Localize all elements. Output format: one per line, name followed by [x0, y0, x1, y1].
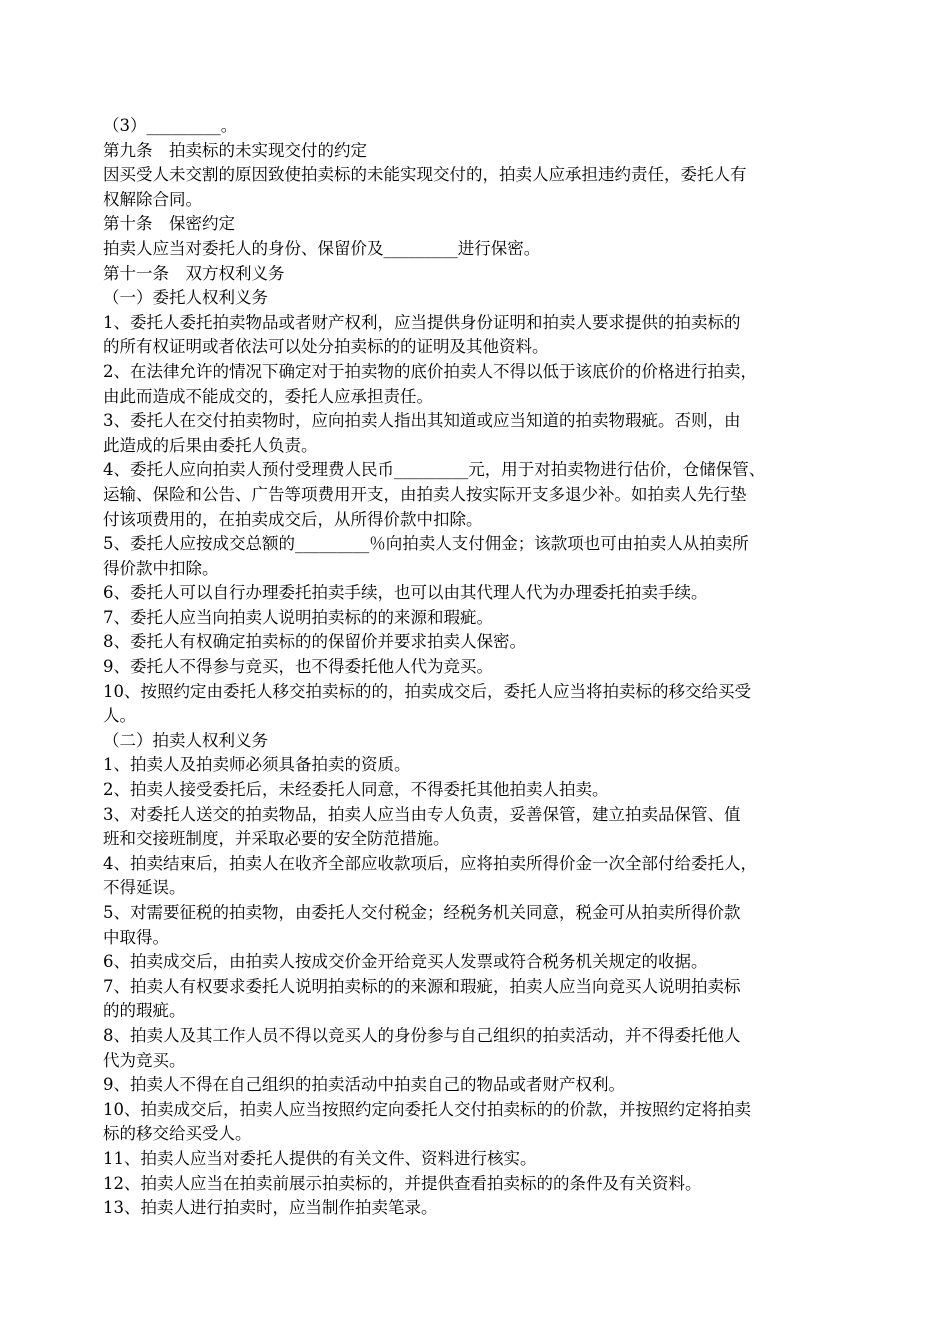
- text-line: 8、委托人有权确定拍卖标的的保留价并要求拍卖人保密。: [103, 632, 526, 652]
- text-line: 第十一条 双方权利义务: [103, 263, 285, 283]
- text-line: 因买受人未交割的原因致使拍卖标的未能实现交付的，拍卖人应承担违约责任，委托人有: [103, 165, 747, 185]
- text-line: 的所有权证明或者依法可以处分拍卖标的的证明及其他资料。: [103, 337, 549, 357]
- text-line: 4、拍卖结束后，拍卖人在收齐全部应收款项后，应将拍卖所得价金一次全部付给委托人，: [103, 853, 757, 873]
- text-line: 10、按照约定由委托人移交拍卖标的的，拍卖成交后，委托人应当将拍卖标的移交给买受: [103, 681, 751, 701]
- text-line: 中取得。: [103, 927, 169, 947]
- text-line: 的的瑕疵。: [103, 1001, 186, 1021]
- text-line: 人。: [103, 706, 136, 726]
- text-line: 2、拍卖人接受委托后，未经委托人同意，不得委托其他拍卖人拍卖。: [103, 780, 609, 800]
- text-line: 运输、保险和公告、广告等项费用开支，由拍卖人按实际开支多退少补。如拍卖人先行垫: [103, 484, 747, 504]
- text-line: 5、委托人应按成交总额的_________％向拍卖人支付佣金；该款项也可由拍卖人从拍卖所: [103, 534, 749, 554]
- text-line: 2、在法律允许的情况下确定对于拍卖物的底价拍卖人不得以低于该底价的价格进行拍卖，: [103, 361, 757, 381]
- text-line: 得价款中扣除。: [103, 558, 219, 578]
- text-line: 6、委托人可以自行办理委托拍卖手续，也可以由其代理人代为办理委托拍卖手续。: [103, 583, 708, 603]
- text-line: 权解除合同。: [103, 189, 202, 209]
- text-line: 拍卖人应当对委托人的身份、保留价及_________进行保密。: [103, 238, 541, 258]
- document-body: [103, 114, 873, 1221]
- text-line: 9、委托人不得参与竞买，也不得委托他人代为竞买。: [103, 657, 493, 677]
- text-line: 不得延误。: [103, 878, 186, 898]
- text-line: 11、拍卖人应当对委托人提供的有关文件、资料进行核实。: [103, 1148, 537, 1168]
- text-line: 6、拍卖成交后，由拍卖人按成交价金开给竞买人发票或符合税务机关规定的收据。: [103, 952, 708, 972]
- text-line: 10、拍卖成交后，拍卖人应当按照约定向委托人交付拍卖标的的价款，并按照约定将拍卖: [103, 1099, 751, 1119]
- text-line: （3）_________。: [103, 116, 238, 135]
- text-line: 由此而造成不能成交的，委托人应承担责任。: [103, 386, 433, 406]
- text-line: 1、拍卖人及拍卖师必须具备拍卖的资质。: [103, 755, 411, 775]
- text-line: 3、委托人在交付拍卖物时，应向拍卖人指出其知道或应当知道的拍卖物瑕疵。否则，由: [103, 411, 741, 431]
- text-line: （二）拍卖人权利义务: [103, 730, 268, 750]
- text-line: 第十条 保密约定: [103, 214, 235, 234]
- text-line: 12、拍卖人应当在拍卖前展示拍卖标的，并提供查看拍卖标的的条件及有关资料。: [103, 1173, 702, 1193]
- text-line: 13、拍卖人进行拍卖时，应当制作拍卖笔录。: [103, 1198, 438, 1218]
- text-line: 付该项费用的，在拍卖成交后，从所得价款中扣除。: [103, 509, 483, 529]
- text-line: 4、委托人应向拍卖人预付受理费人民币_________元，用于对拍卖物进行估价，仓储保管、: [103, 460, 766, 480]
- text-line: 1、委托人委托拍卖物品或者财产权利，应当提供身份证明和拍卖人要求提供的拍卖标的: [103, 312, 741, 332]
- text-line: 7、委托人应当向拍卖人说明拍卖标的的来源和瑕疵。: [103, 607, 493, 627]
- text-line: （一）委托人权利义务: [103, 288, 268, 308]
- text-line: 5、对需要征税的拍卖物，由委托人交付税金；经税务机关同意，税金可从拍卖所得价款: [103, 903, 741, 922]
- text-line: 8、拍卖人及其工作人员不得以竞买人的身份参与自己组织的拍卖活动，并不得委托他人: [103, 1025, 741, 1045]
- text-line: 第九条 拍卖标的未实现交付的约定: [103, 140, 367, 160]
- text-line: 此造成的后果由委托人负责。: [103, 435, 318, 455]
- text-line: 9、拍卖人不得在自己组织的拍卖活动中拍卖自己的物品或者财产权利。: [103, 1075, 625, 1095]
- text-line: 班和交接班制度，并采取必要的安全防范措施。: [103, 829, 450, 849]
- text-line: 代为竞买。: [103, 1050, 186, 1070]
- text-line: 3、对委托人送交的拍卖物品，拍卖人应当由专人负责，妥善保管，建立拍卖品保管、值: [103, 804, 741, 824]
- text-line: 7、拍卖人有权要求委托人说明拍卖标的的来源和瑕疵，拍卖人应当向竞买人说明拍卖标: [103, 976, 741, 996]
- text-line: 标的移交给买受人。: [103, 1124, 252, 1144]
